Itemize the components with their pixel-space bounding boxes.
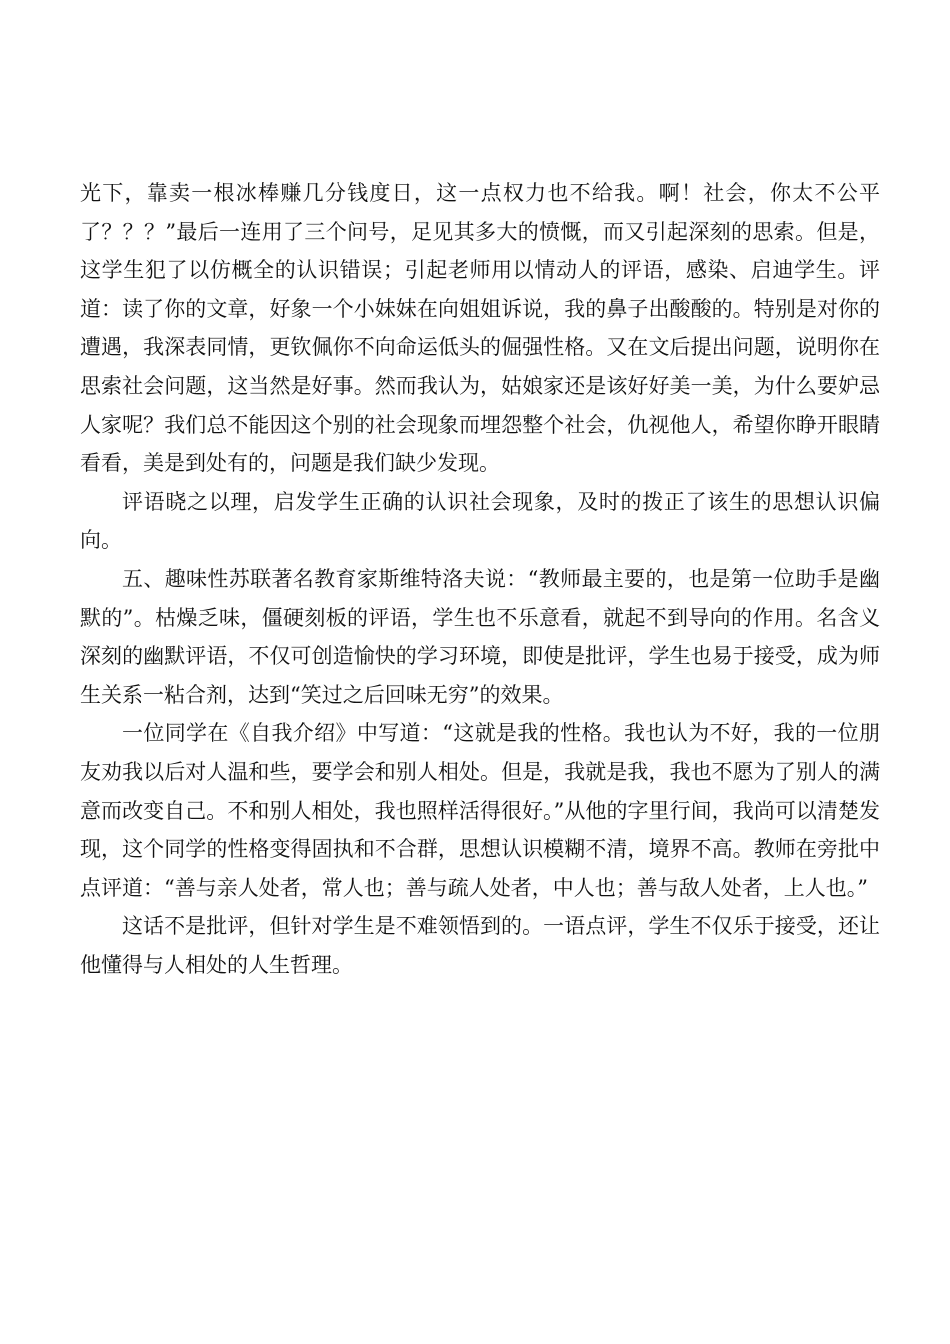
paragraph-continuation: 光下，靠卖一根冰棒赚几分钱度日，这一点权力也不给我。啊！社会，你太不公平了？？？”最后一连用了三个问号，足见其多大的愤慨，而又引起深刻的思索。但是，这学生犯了以仿概全的认识错误；引起老师用以情动人的评语，感染、启迪学生。评道：读了你的文章，好象一个小妹妹在向姐姐诉说，我的鼻子出酸酸的。特别是对你的遭遇，我深表同情，更钦佩你不向命运低头的倔强性格。又在文后提出问题，说明你在思索社会问题，这当然是好事。然而我认为，姑娘家还是该好好美一美，为什么要妒忌人家呢？我们总不能因这个别的社会现象而埋怨整个社会，仇视他人，希望你睁开眼睛看看，美是到处有的，问题是我们缺少发现。 — [80, 181, 880, 476]
document-body — [80, 174, 880, 984]
paragraph-example: 一位同学在《自我介绍》中写道：“这就是我的性格。我也认为不好，我的一位朋友劝我以后对人温和些，要学会和别人相处。但是，我就是我，我也不愿为了别人的满意而改变自己。不和别人相处，我也照样活得很好。”从他的字里行间，我尚可以清楚发现，这个同学的性格变得固执和不合群，思想认识模糊不清，境界不高。教师在旁批中点评道：“善与亲人处者，常人也；善与疏人处者，中人也；善与敌人处者，上人也。” — [80, 721, 880, 900]
paragraph-comment-reason: 评语晓之以理，启发学生正确的认识社会现象，及时的拨正了该生的思想认识偏向。 — [80, 489, 880, 553]
paragraph-conclusion: 这话不是批评，但针对学生是不难领悟到的。一语点评，学生不仅乐于接受，还让他懂得与人相处的人生哲理。 — [80, 914, 880, 977]
paragraph-section-humor: 五、趣味性苏联著名教育家斯维特洛夫说：“教师最主要的，也是第一位助手是幽默的”。枯燥乏味，僵硬刻板的评语，学生也不乐意看，就起不到导向的作用。名含义深刻的幽默评语，不仅可创造愉快的学习环境，即使是批评，学生也易于接受，成为师生关系一粘合剂，达到“笑过之后回味无穷”的效果。 — [80, 566, 880, 707]
